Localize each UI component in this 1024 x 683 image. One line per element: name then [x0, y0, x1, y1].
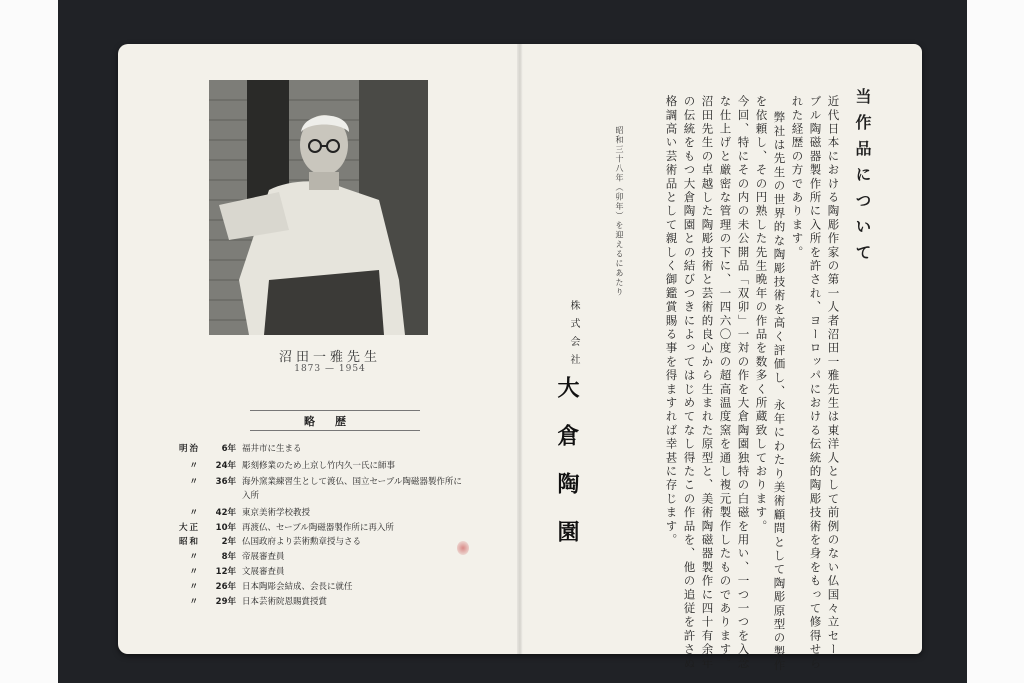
bio-row — [148, 506, 488, 520]
bio-event: 文展審査員 — [242, 567, 285, 577]
bio-year: 6年 — [221, 444, 236, 454]
bio-event: 彫刻修業のため上京し竹内久一氏に師事 — [242, 461, 396, 471]
company-name: 大倉陶園 — [554, 376, 580, 568]
bio-era: 大正 — [178, 523, 200, 533]
bio-year: 42年 — [215, 508, 236, 518]
company-type: 株式会社 — [568, 300, 579, 372]
bio-event: 海外窯業練習生として渡仏、国立セーブル陶磁器製作所に — [242, 477, 462, 487]
bio-row — [148, 521, 488, 535]
article-date: 昭和三十八年（卯年）を迎えるにあたり — [615, 126, 624, 297]
bio-row — [148, 535, 488, 549]
bio-era: 〃 — [189, 508, 200, 518]
bio-year: 36年 — [215, 477, 236, 487]
bio-event: 再渡仏、セーブル陶磁器製作所に再入所 — [242, 523, 394, 533]
bio-title-rule-top — [250, 410, 420, 411]
portrait-image — [209, 80, 428, 335]
article-column: 近代日本における陶彫作家の第一人者沼田一雅先生は東洋人として前例のない仏国々立セー — [826, 95, 841, 657]
red-stain — [457, 541, 469, 555]
bio-year: 24年 — [215, 461, 236, 471]
bio-row — [148, 489, 488, 503]
portrait-caption-name: 沼田一雅先生 — [278, 350, 381, 365]
bio-year: 26年 — [215, 582, 236, 592]
bio-era: 〃 — [189, 567, 200, 577]
bio-row — [148, 565, 488, 579]
article-column: 今回、特にその内の未公開品「双卯」一対の作を大倉陶園独特の白磁を用い、一つ一つを入念 — [736, 95, 751, 671]
bio-era: 〃 — [189, 477, 200, 487]
bio-event: 日本芸術院恩賜賞授賞 — [242, 597, 328, 607]
portrait-caption-years: 1873 — 1954 — [294, 364, 366, 374]
bio-era: 昭和 — [178, 537, 200, 547]
bio-era: 〃 — [189, 582, 200, 592]
bio-row — [148, 475, 488, 489]
bio-event: 東京美術学校教授 — [242, 508, 311, 518]
bio-year: 2年 — [221, 537, 236, 547]
bio-year: 29年 — [215, 597, 236, 607]
bio-event: 日本陶彫会結成、会長に就任 — [242, 582, 353, 592]
bio-event: 福井市に生まる — [242, 444, 302, 454]
bio-row — [148, 580, 488, 594]
bio-row — [148, 459, 488, 473]
article-title: 当作品について — [853, 88, 872, 270]
bio-row — [148, 595, 488, 609]
bio-era: 明治 — [178, 444, 200, 454]
article-column: れた経歴の方であります。 — [790, 95, 805, 260]
bio-year: 8年 — [221, 552, 236, 562]
bio-year: 10年 — [215, 523, 236, 533]
bio-row — [148, 550, 488, 564]
bio-event: 帝展審査員 — [242, 552, 285, 562]
bio-era: 〃 — [189, 552, 200, 562]
article-column: な仕上げと厳密な管理の下に、一四六〇度の超高温度窯を通し複元製作したものであります。 — [718, 95, 733, 671]
article-column: を依頼し、その円熟した先生晩年の作品を数多く所蔵致しております。 — [754, 95, 769, 534]
article-column: 沼田先生の卓越した陶彫技術と芸術的良心から生まれた原型と、美術陶磁器製作に四十有余年 — [700, 95, 715, 671]
article-column: 弊社は先生の世界的な陶彫技術を高く評価し、永年にわたり美術顧問として陶彫原型の製作 — [772, 111, 787, 673]
bio-title: 略歴 — [304, 415, 366, 428]
bio-event: 仏国政府より芸術勲章授与さる — [242, 537, 362, 547]
bio-era: 〃 — [189, 461, 200, 471]
center-fold — [517, 44, 523, 654]
article-column: の伝統をもつ大倉陶園との結びつきによってはじめてなし得たこの作品を、他の追従を許さぬ — [682, 95, 697, 671]
article-column: ブル陶磁器製作所に入所を許され、ヨーロッパにおける伝統的陶彫技術を身をもって修得せら — [808, 95, 823, 671]
bio-row — [148, 442, 488, 456]
article-column: 格調高い芸術品として親しく御鑑賞賜る事を得ますれば幸甚に存じます。 — [664, 95, 679, 548]
bio-event: 入所 — [242, 491, 260, 501]
bio-title-rule-bottom — [250, 430, 420, 431]
portrait-photo — [209, 80, 428, 335]
bio-era: 〃 — [189, 597, 200, 607]
bio-year: 12年 — [215, 567, 236, 577]
